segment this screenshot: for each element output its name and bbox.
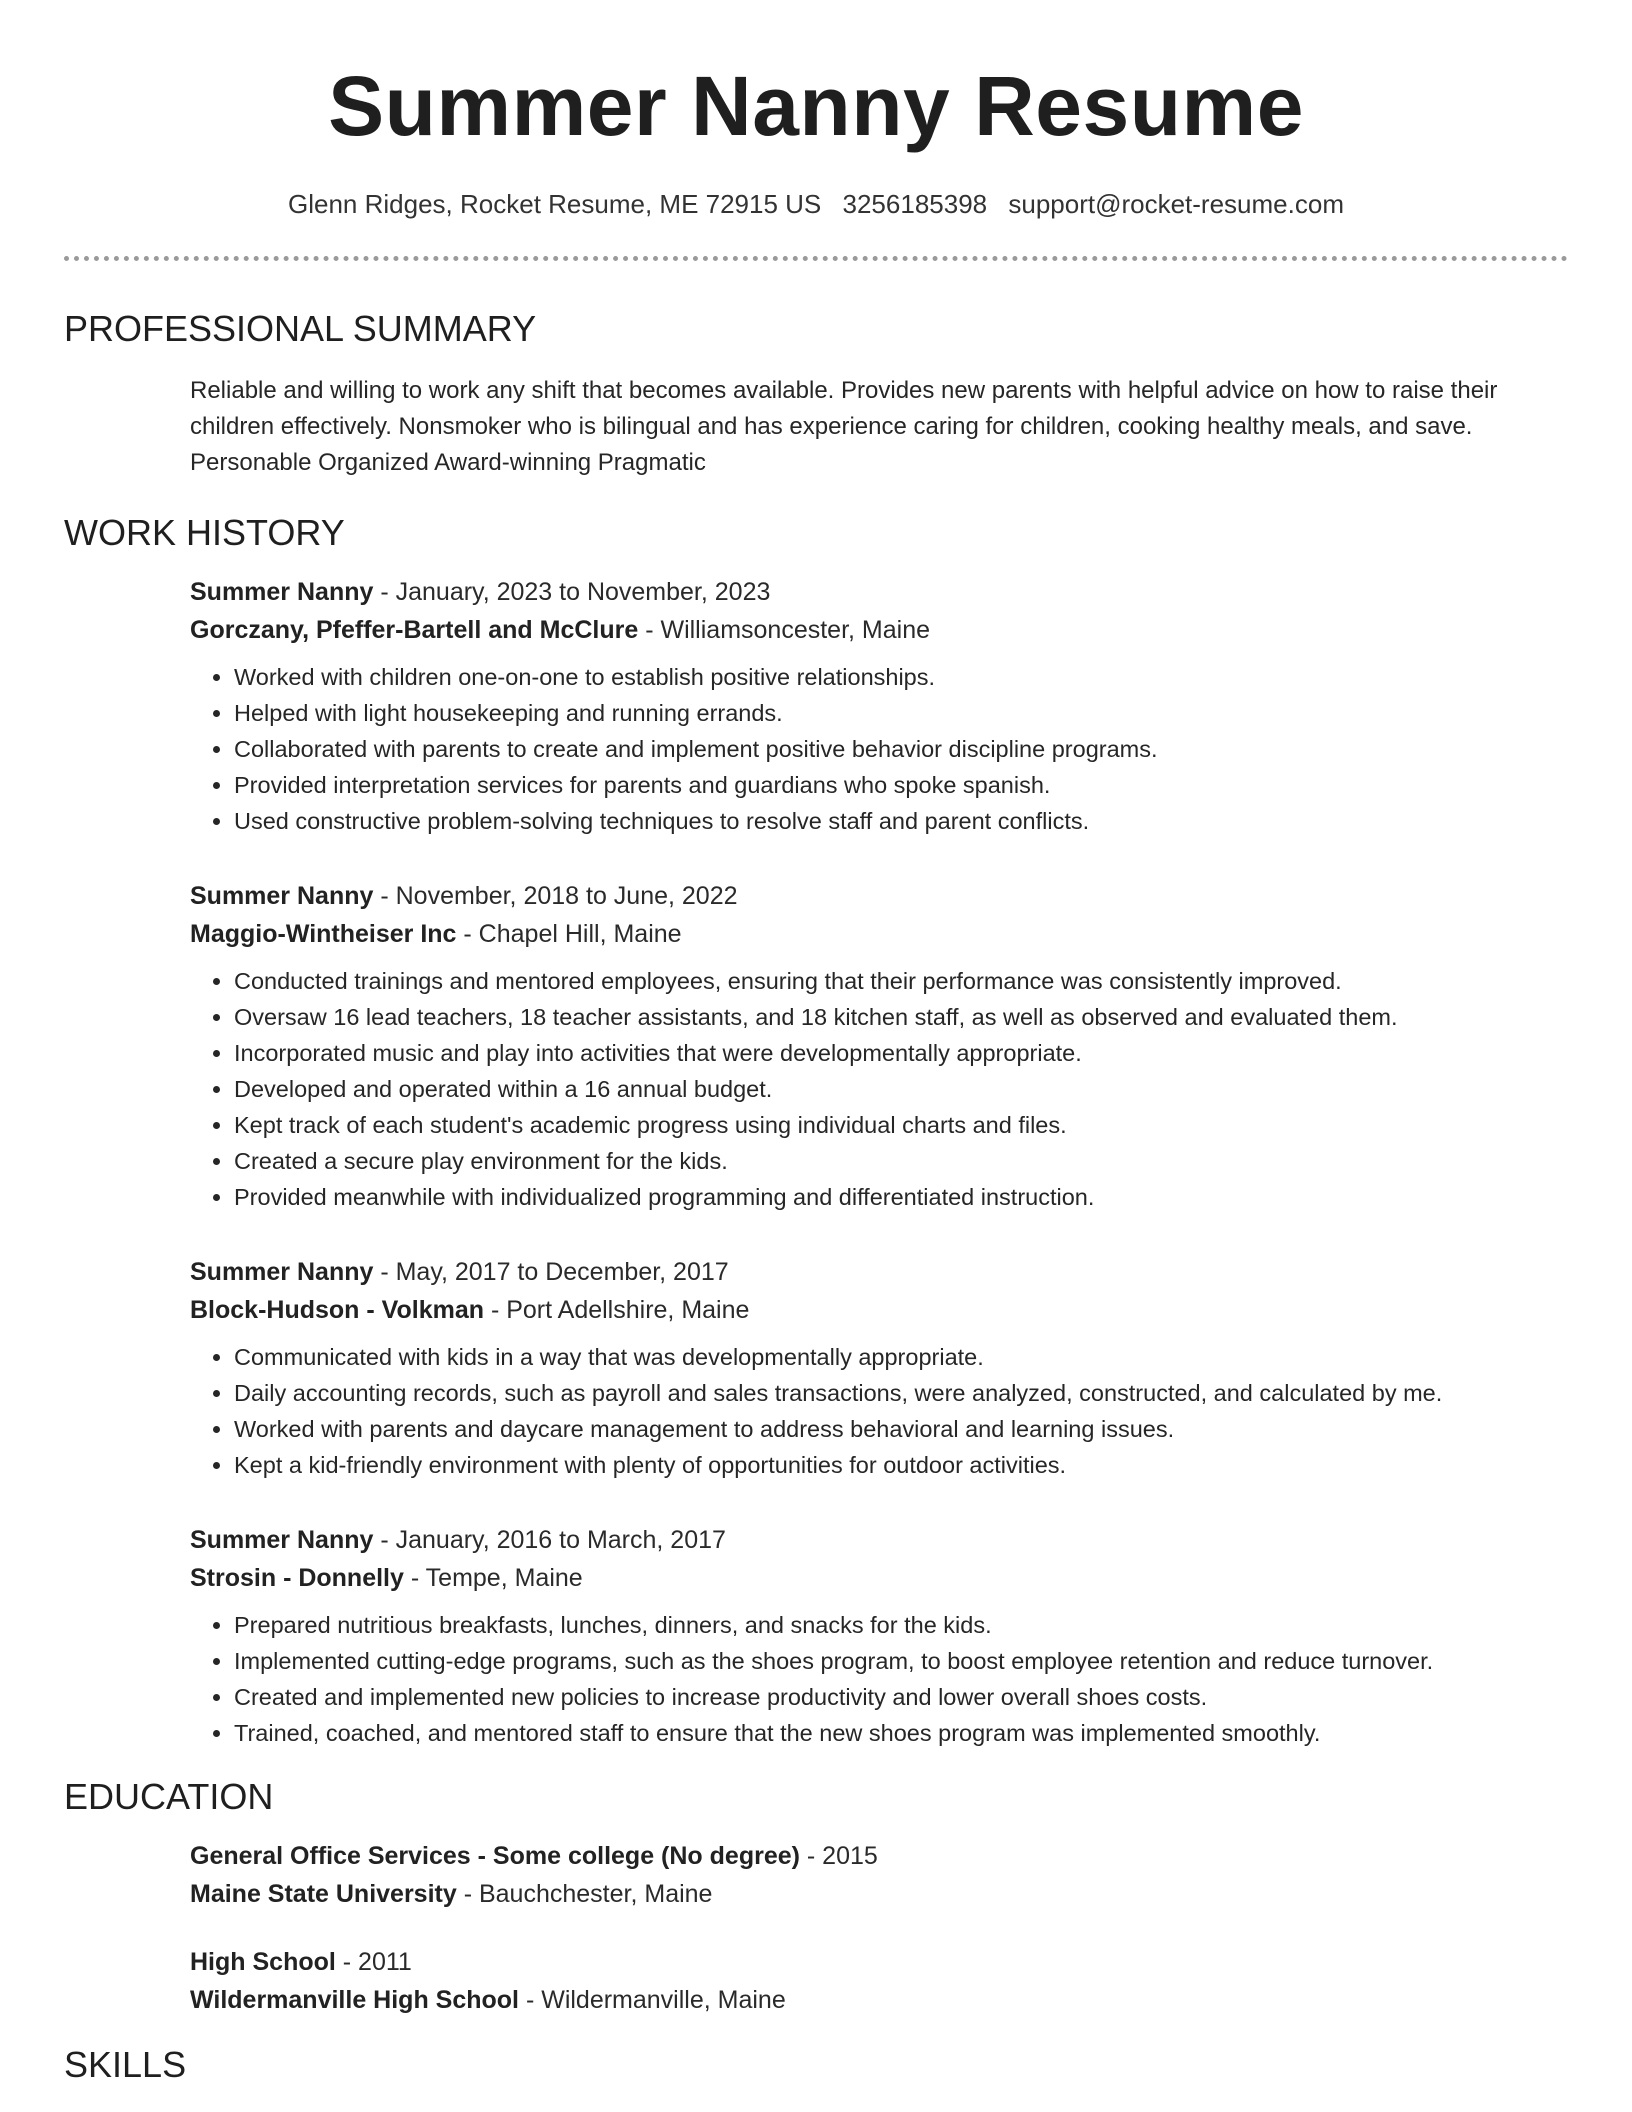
list-item: • Worked with parents and daycare management to address behavioral and learning issues. xyxy=(234,1411,1568,1447)
job-company-line xyxy=(190,611,1568,649)
job-company: Block-Hudson - Volkman xyxy=(190,1296,485,1324)
work-history-section xyxy=(0,511,1632,1751)
education-school-line xyxy=(190,1981,1568,2019)
contact-phone: 3256185398 xyxy=(842,189,988,219)
resume-header xyxy=(0,0,1632,220)
education-entry xyxy=(190,1837,1568,1913)
list-item: • Used constructive problem-solving techniques to resolve staff and parent conflicts. xyxy=(234,803,1568,839)
job-entry xyxy=(190,573,1568,839)
list-item: • Provided meanwhile with individualized programming and differentiated instruction. xyxy=(234,1179,1568,1215)
job-dates: - May, 2017 to December, 2017 xyxy=(373,1258,729,1286)
job-location: - Tempe, Maine xyxy=(403,1564,583,1592)
list-item: • Incorporated music and play into activities that were developmentally appropriate. xyxy=(234,1035,1568,1071)
job-company-line xyxy=(190,1559,1568,1597)
job-entry xyxy=(190,1253,1568,1483)
job-dates: - January, 2023 to November, 2023 xyxy=(373,578,771,606)
education-school: Maine State University xyxy=(190,1880,457,1908)
education-school-line xyxy=(190,1875,1568,1913)
job-title-line xyxy=(190,1521,1568,1559)
list-item: • Prepared nutritious breakfasts, lunches, dinners, and snacks for the kids. xyxy=(234,1607,1568,1643)
list-item: • Implemented cutting-edge programs, such as the shoes program, to boost employee retention and reduce turnover. xyxy=(234,1643,1568,1679)
education-degree: High School xyxy=(190,1948,336,1976)
list-item: • Trained, coached, and mentored staff to ensure that the new shoes program was implemented smoothly. xyxy=(234,1715,1568,1751)
education-heading: EDUCATION xyxy=(64,1776,274,1817)
job-company-line xyxy=(190,915,1568,953)
job-role: Summer Nanny xyxy=(190,1258,374,1286)
summary-text: Reliable and willing to work any shift that becomes available. Provides new parents with helpful advice on how to raise their children effectively. Nonsmoker who is bilingual and has experience caring for children, cooking healthy meals, and save. Personable Organized Award-winning Pragmatic xyxy=(190,377,1498,476)
list-item: • Conducted trainings and mentored employees, ensuring that their performance was consistently improved. xyxy=(234,963,1568,999)
education-entry xyxy=(190,1943,1568,2019)
contact-email: support@rocket-resume.com xyxy=(1008,189,1344,219)
job-bullets xyxy=(190,1607,1568,1751)
list-item: • Kept track of each student's academic progress using individual charts and files. xyxy=(234,1107,1568,1143)
contact-line xyxy=(0,188,1632,220)
job-dates: - November, 2018 to June, 2022 xyxy=(373,882,738,910)
skills-section xyxy=(0,2043,1632,2087)
job-role: Summer Nanny xyxy=(190,882,374,910)
job-entry xyxy=(190,877,1568,1215)
education-school: Wildermanville High School xyxy=(190,1986,519,2014)
list-item: • Worked with children one-on-one to establish positive relationships. xyxy=(234,659,1568,695)
list-item: • Kept a kid-friendly environment with plenty of opportunities for outdoor activities. xyxy=(234,1447,1568,1483)
job-title-line xyxy=(190,877,1568,915)
job-bullets xyxy=(190,1339,1568,1483)
header-divider xyxy=(64,256,1568,261)
education-location: - Bauchchester, Maine xyxy=(456,1880,713,1908)
education-degree: General Office Services - Some college (No degree) xyxy=(190,1842,800,1870)
list-item: • Daily accounting records, such as payroll and sales transactions, were analyzed, constructed, and calculated by me. xyxy=(234,1375,1568,1411)
job-role: Summer Nanny xyxy=(190,1526,374,1554)
list-item: • Created a secure play environment for the kids. xyxy=(234,1143,1568,1179)
job-bullets xyxy=(190,963,1568,1215)
education-degree-line xyxy=(190,1837,1568,1875)
summary-heading: PROFESSIONAL SUMMARY xyxy=(64,308,537,349)
job-title-line xyxy=(190,1253,1568,1291)
list-item: • Developed and operated within a 16 annual budget. xyxy=(234,1071,1568,1107)
work-history-heading: WORK HISTORY xyxy=(64,512,345,553)
job-company: Maggio-Wintheiser Inc xyxy=(190,920,457,948)
job-location: - Port Adellshire, Maine xyxy=(484,1296,750,1324)
education-degree-line xyxy=(190,1943,1568,1981)
contact-address: Glenn Ridges, Rocket Resume, ME 72915 US xyxy=(288,189,822,219)
list-item: • Communicated with kids in a way that was developmentally appropriate. xyxy=(234,1339,1568,1375)
job-location: - Chapel Hill, Maine xyxy=(456,920,682,948)
job-company: Gorczany, Pfeffer-Bartell and McClure xyxy=(190,616,639,644)
education-location: - Wildermanville, Maine xyxy=(519,1986,786,2014)
job-company-line xyxy=(190,1291,1568,1329)
skills-heading: SKILLS xyxy=(64,2044,187,2085)
job-entry xyxy=(190,1521,1568,1751)
job-location: - Williamsoncester, Maine xyxy=(638,616,931,644)
summary-section xyxy=(0,307,1632,481)
list-item: • Oversaw 16 lead teachers, 18 teacher assistants, and 18 kitchen staff, as well as observed and evaluated them. xyxy=(234,999,1568,1035)
list-item: • Created and implemented new policies to increase productivity and lower overall shoes costs. xyxy=(234,1679,1568,1715)
job-dates: - January, 2016 to March, 2017 xyxy=(373,1526,726,1554)
list-item: • Provided interpretation services for parents and guardians who spoke spanish. xyxy=(234,767,1568,803)
education-section xyxy=(0,1775,1632,2019)
education-year: - 2015 xyxy=(799,1842,878,1870)
job-bullets xyxy=(190,659,1568,839)
list-item: • Collaborated with parents to create and implement positive behavior discipline programs. xyxy=(234,731,1568,767)
job-title-line xyxy=(190,573,1568,611)
job-company: Strosin - Donnelly xyxy=(190,1564,404,1592)
job-role: Summer Nanny xyxy=(190,578,374,606)
resume-title: Summer Nanny Resume xyxy=(328,59,1304,153)
education-year: - 2011 xyxy=(335,1948,412,1976)
list-item: • Helped with light housekeeping and running errands. xyxy=(234,695,1568,731)
